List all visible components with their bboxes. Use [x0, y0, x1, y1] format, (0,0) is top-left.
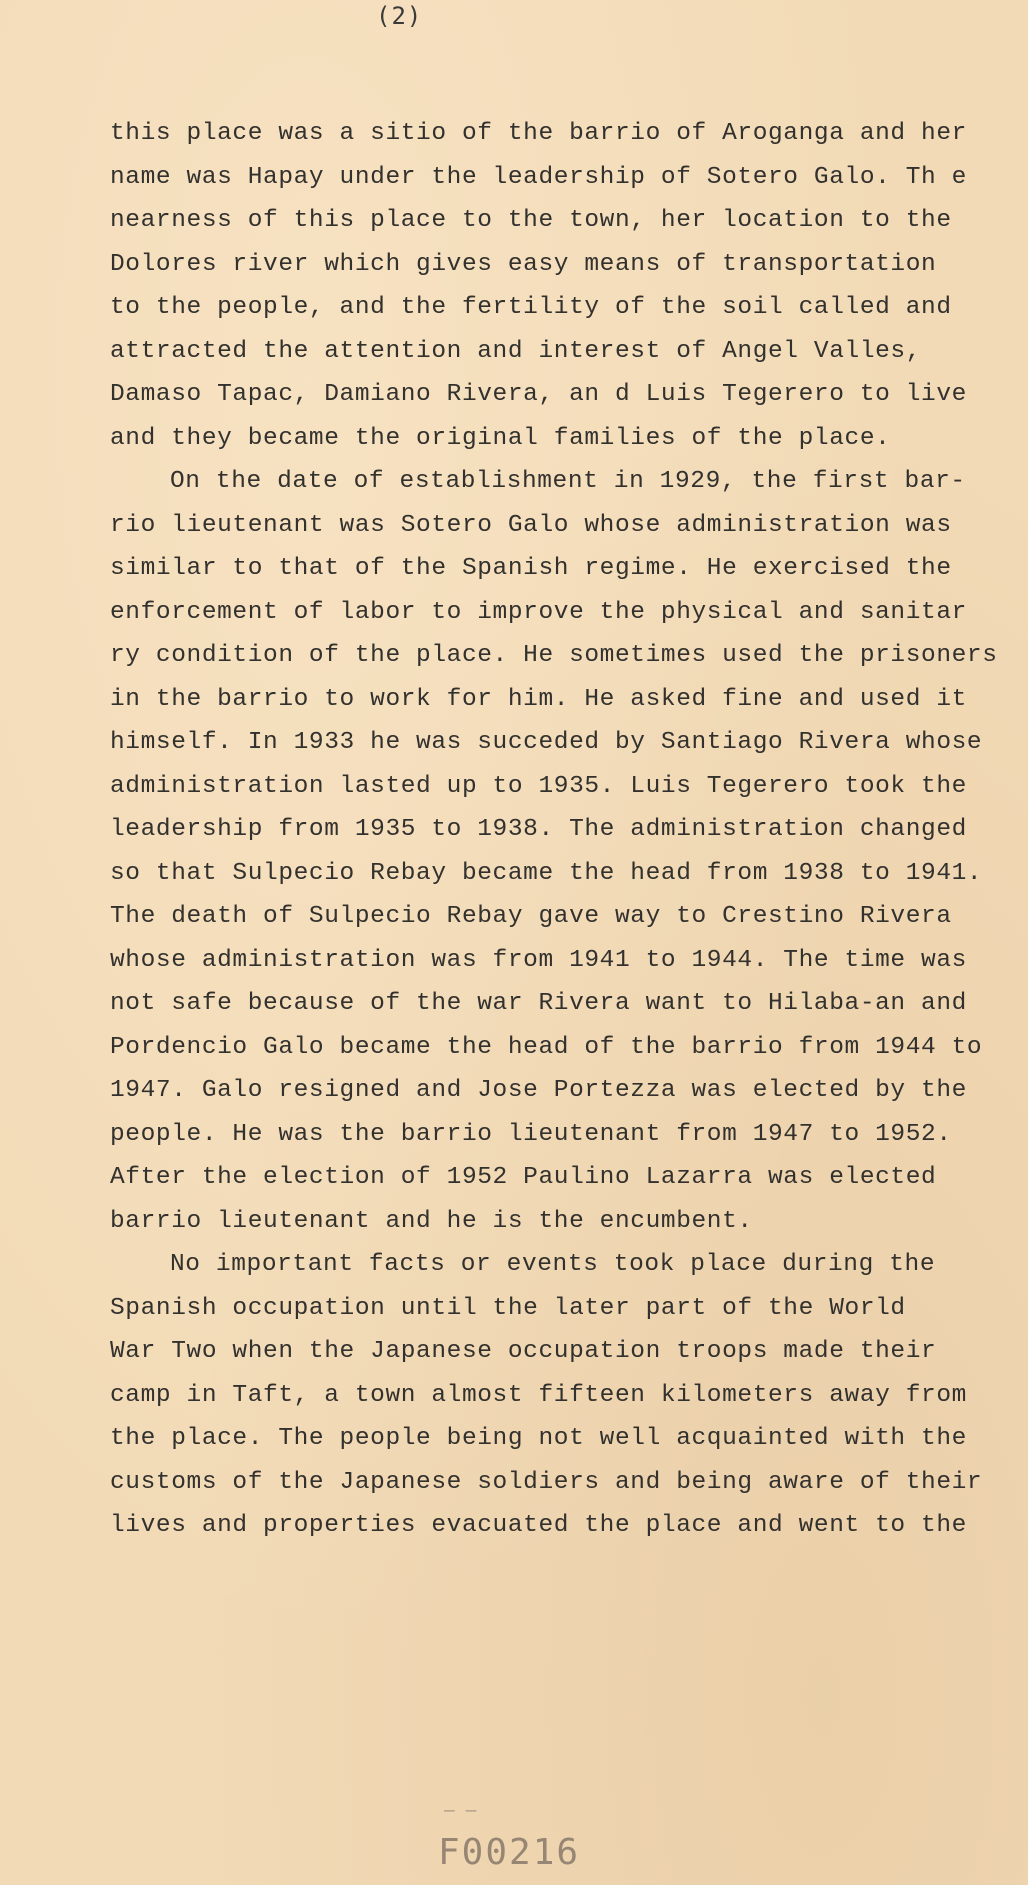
text-line: Pordencio Galo became the head of the barrio from 1944 to	[110, 1033, 983, 1061]
text-line: whose administration was from 1941 to 1944. The time was	[110, 946, 967, 974]
text-line: barrio lieutenant and he is the encumbent.	[110, 1207, 753, 1235]
text-line: leadership from 1935 to 1938. The administration changed	[110, 816, 967, 843]
text-line: in the barrio to work for him. He asked fine and used it	[110, 685, 967, 713]
text-line: No important facts or events took place during the	[170, 1251, 936, 1278]
text-line: The death of Sulpecio Rebay gave way to Crestino Rivera	[110, 903, 952, 930]
text-line: rio lieutenant was Sotero Galo whose administration was	[110, 511, 952, 539]
text-line: name was Hapay under the leadership of Sotero Galo. Th e	[110, 163, 967, 191]
text-line: Damaso Tapac, Damiano Rivera, an d Luis Tegerero to live	[110, 381, 967, 408]
text-line: War Two when the Japanese occupation troops made their	[110, 1338, 937, 1365]
text-line: the place. The people being not well acquainted with the	[110, 1425, 967, 1452]
text-line: Dolores river which gives easy means of transportation	[110, 250, 937, 278]
text-line: people. He was the barrio lieutenant from 1947 to 1952.	[110, 1120, 952, 1148]
text-line: lives and properties evacuated the place and went to the	[110, 1512, 967, 1539]
text-line: this place was a sitio of the barrio of Aroganga and her	[110, 120, 967, 147]
page-number: (2)	[376, 2, 423, 30]
text-line: 1947. Galo resigned and Jose Portezza was elected by the	[110, 1077, 967, 1104]
text-line: ry condition of the place. He sometimes used the prisoners	[110, 642, 998, 669]
text-line: customs of the Japanese soldiers and being aware of their	[110, 1468, 983, 1496]
text-line: not safe because of the war Rivera want to Hilaba-an and	[110, 990, 967, 1017]
text-line: enforcement of labor to improve the physical and sanitar	[110, 598, 967, 626]
text-line: nearness of this place to the town, her location to the	[110, 207, 952, 234]
text-line: himself. In 1933 he was succeded by Santiago Rivera whose	[110, 729, 983, 756]
body-text	[110, 112, 998, 1548]
text-line: and they became the original families of the place.	[110, 424, 891, 452]
text-line: attracted the attention and interest of Angel Valles,	[110, 337, 922, 365]
text-line: Spanish occupation until the later part of the World	[110, 1294, 906, 1322]
archive-stamp: F00216	[438, 1832, 581, 1873]
stamp-dash: — —	[444, 1800, 477, 1821]
text-line: camp in Taft, a town almost fifteen kilometers away from	[110, 1381, 967, 1409]
text-line: so that Sulpecio Rebay became the head from 1938 to 1941.	[110, 859, 983, 887]
text-line: administration lasted up to 1935. Luis Tegerero took the	[110, 772, 967, 800]
text-line: On the date of establishment in 1929, the first bar-	[170, 468, 966, 495]
text-line: similar to that of the Spanish regime. He exercised the	[110, 555, 952, 582]
text-line: to the people, and the fertility of the soil called and	[110, 294, 952, 321]
text-line: After the election of 1952 Paulino Lazarra was elected	[110, 1164, 937, 1191]
